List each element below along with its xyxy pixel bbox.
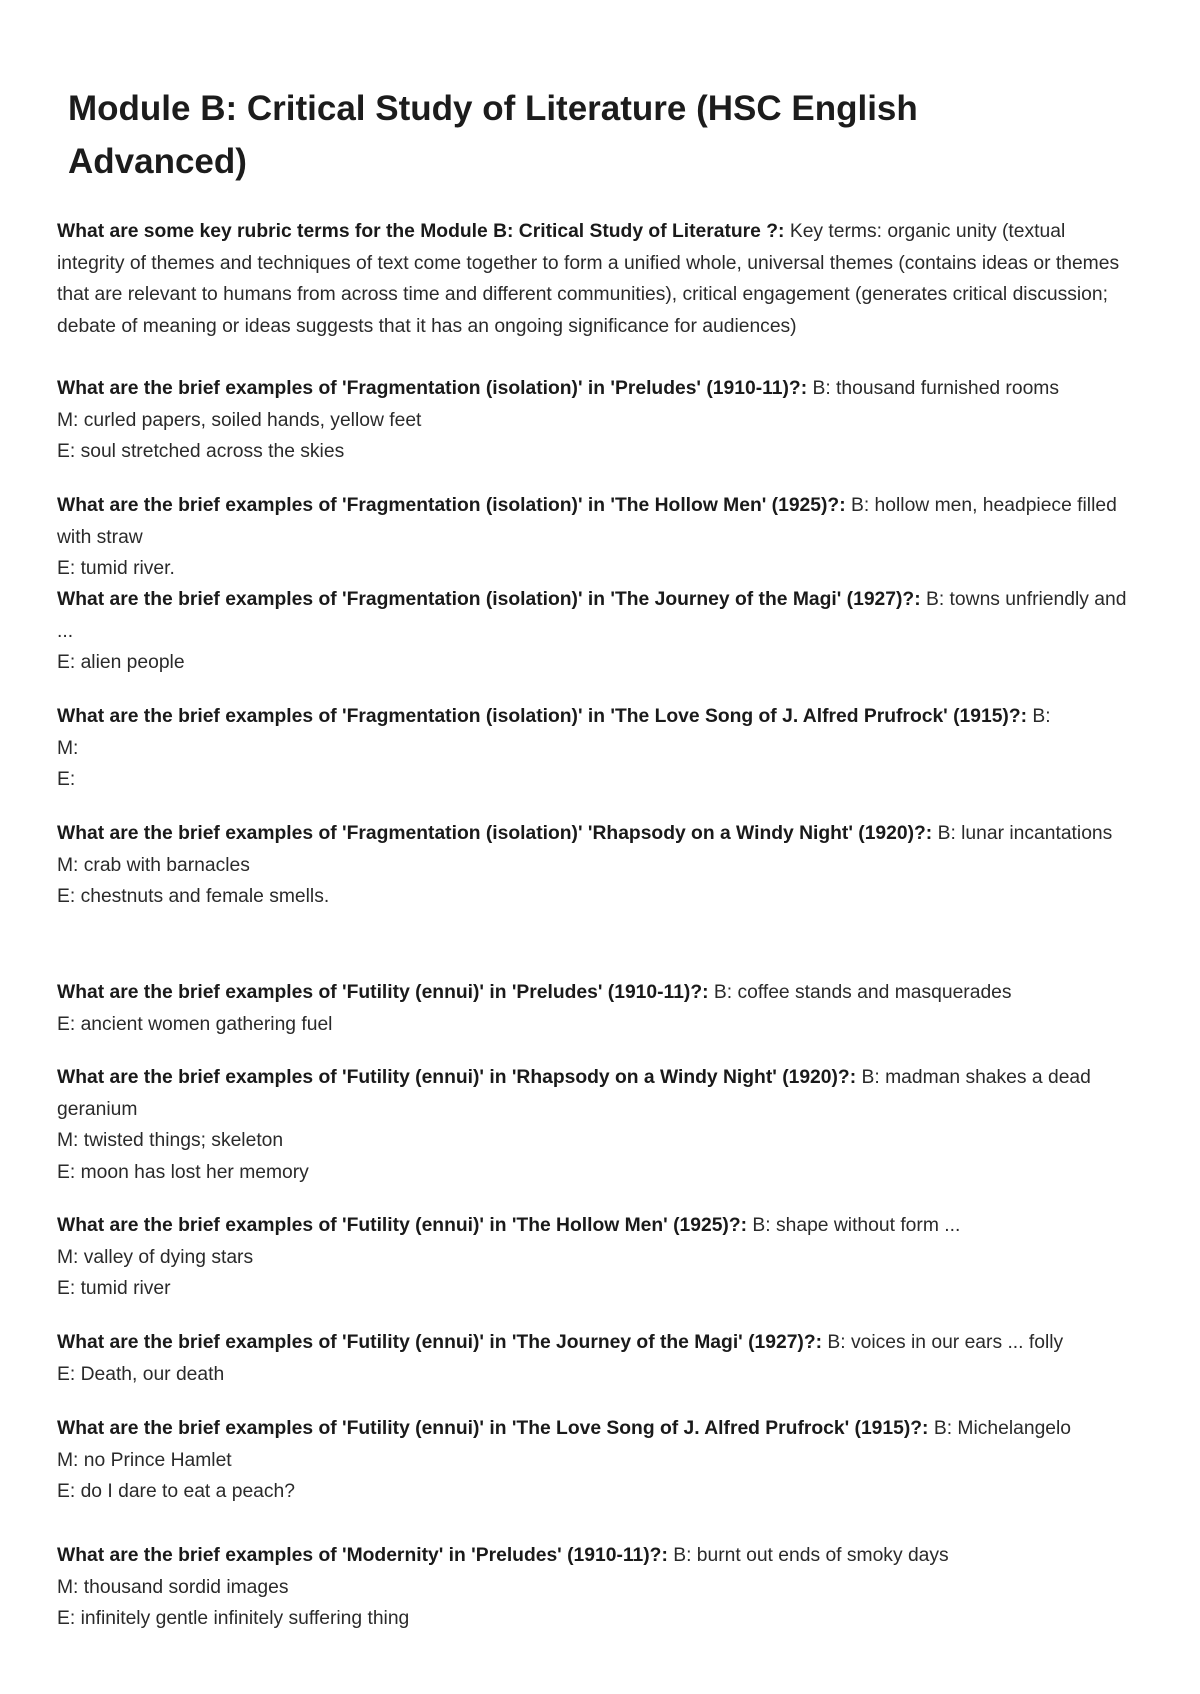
flashcard xyxy=(57,490,1135,585)
flashcard xyxy=(57,1413,1135,1508)
flashcard-answer: B: burnt out ends of smoky days M: thousand sordid images E: infinitely gentle infinitely suffering thing xyxy=(57,1545,949,1630)
flashcard xyxy=(57,1540,1135,1635)
flashcard-question: What are the brief examples of 'Fragmentation (isolation)' in 'The Love Song of J. Alfred Prufrock' (1915)?: xyxy=(57,706,1028,727)
flashcard-answer: B: voices in our ears ... folly E: Death, our death xyxy=(57,1332,1064,1385)
flashcard-answer: B: shape without form ... M: valley of dying stars E: tumid river xyxy=(57,1215,961,1300)
flashcard-question: What are the brief examples of 'Modernity' in 'Preludes' (1910-11)?: xyxy=(57,1545,668,1566)
flashcard-answer: B: Michelangelo M: no Prince Hamlet E: do I dare to eat a peach? xyxy=(57,1418,1072,1503)
flashcard-question: What are the brief examples of 'Futility (ennui)' in 'The Love Song of J. Alfred Prufrock' (1915)?: xyxy=(57,1418,929,1439)
flashcard xyxy=(57,1327,1135,1390)
flashcard-question: What are the brief examples of 'Futility (ennui)' in 'The Journey of the Magi' (1927)?: xyxy=(57,1332,823,1353)
flashcard xyxy=(57,1210,1135,1305)
flashcard xyxy=(57,1062,1135,1188)
flashcard-answer: Key terms: organic unity (textual integrity of themes and techniques of text come together to form a unified whole, universal themes (contains ideas or themes that are relevant to humans from across time and different communities), critical engagement (generates critical discussion; debate of meaning or ideas suggests that it has an ongoing significance for audiences) xyxy=(57,221,1120,337)
flashcard xyxy=(57,818,1135,913)
flashcard-answer: B: hollow men, headpiece filled with straw E: tumid river. xyxy=(57,495,1117,580)
flashcard-answer: B: thousand furnished rooms M: curled papers, soiled hands, yellow feet E: soul stretched across the skies xyxy=(57,378,1059,463)
flashcard-question: What are some key rubric terms for the Module B: Critical Study of Literature ?: xyxy=(57,221,785,242)
flashcard xyxy=(57,701,1135,796)
flashcard-question: What are the brief examples of 'Fragmentation (isolation)' 'Rhapsody on a Windy Night' (1920)?: xyxy=(57,823,933,844)
flashcard-question: What are the brief examples of 'Fragmentation (isolation)' in 'The Journey of the Magi' (1927)?: xyxy=(57,589,921,610)
flashcard-answer: B: M: E: xyxy=(57,706,1051,791)
flashcard-question: What are the brief examples of 'Fragmentation (isolation)' in 'The Hollow Men' (1925)?: xyxy=(57,495,846,516)
flashcard-question: What are the brief examples of 'Futility (ennui)' in 'Preludes' (1910-11)?: xyxy=(57,982,709,1003)
flashcard xyxy=(57,584,1135,679)
flashcard-answer: B: coffee stands and masquerades E: ancient women gathering fuel xyxy=(57,982,1012,1035)
flashcard xyxy=(57,216,1135,342)
document-title: Module B: Critical Study of Literature (HSC English Advanced) xyxy=(68,89,918,181)
flashcard xyxy=(57,977,1135,1040)
flashcard-question: What are the brief examples of 'Fragmentation (isolation)' in 'Preludes' (1910-11)?: xyxy=(57,378,808,399)
flashcard-question: What are the brief examples of 'Futility (ennui)' in 'The Hollow Men' (1925)?: xyxy=(57,1215,748,1236)
flashcard-question: What are the brief examples of 'Futility (ennui)' in 'Rhapsody on a Windy Night' (1920)?: xyxy=(57,1067,857,1088)
flashcard-answer: B: lunar incantations M: crab with barnacles E: chestnuts and female smells. xyxy=(57,823,1113,908)
flashcard-answer: B: madman shakes a dead geranium M: twisted things; skeleton E: moon has lost her memory xyxy=(57,1067,1091,1183)
flashcard-answer: B: towns unfriendly and ... E: alien people xyxy=(57,589,1127,674)
flashcard xyxy=(57,373,1135,468)
